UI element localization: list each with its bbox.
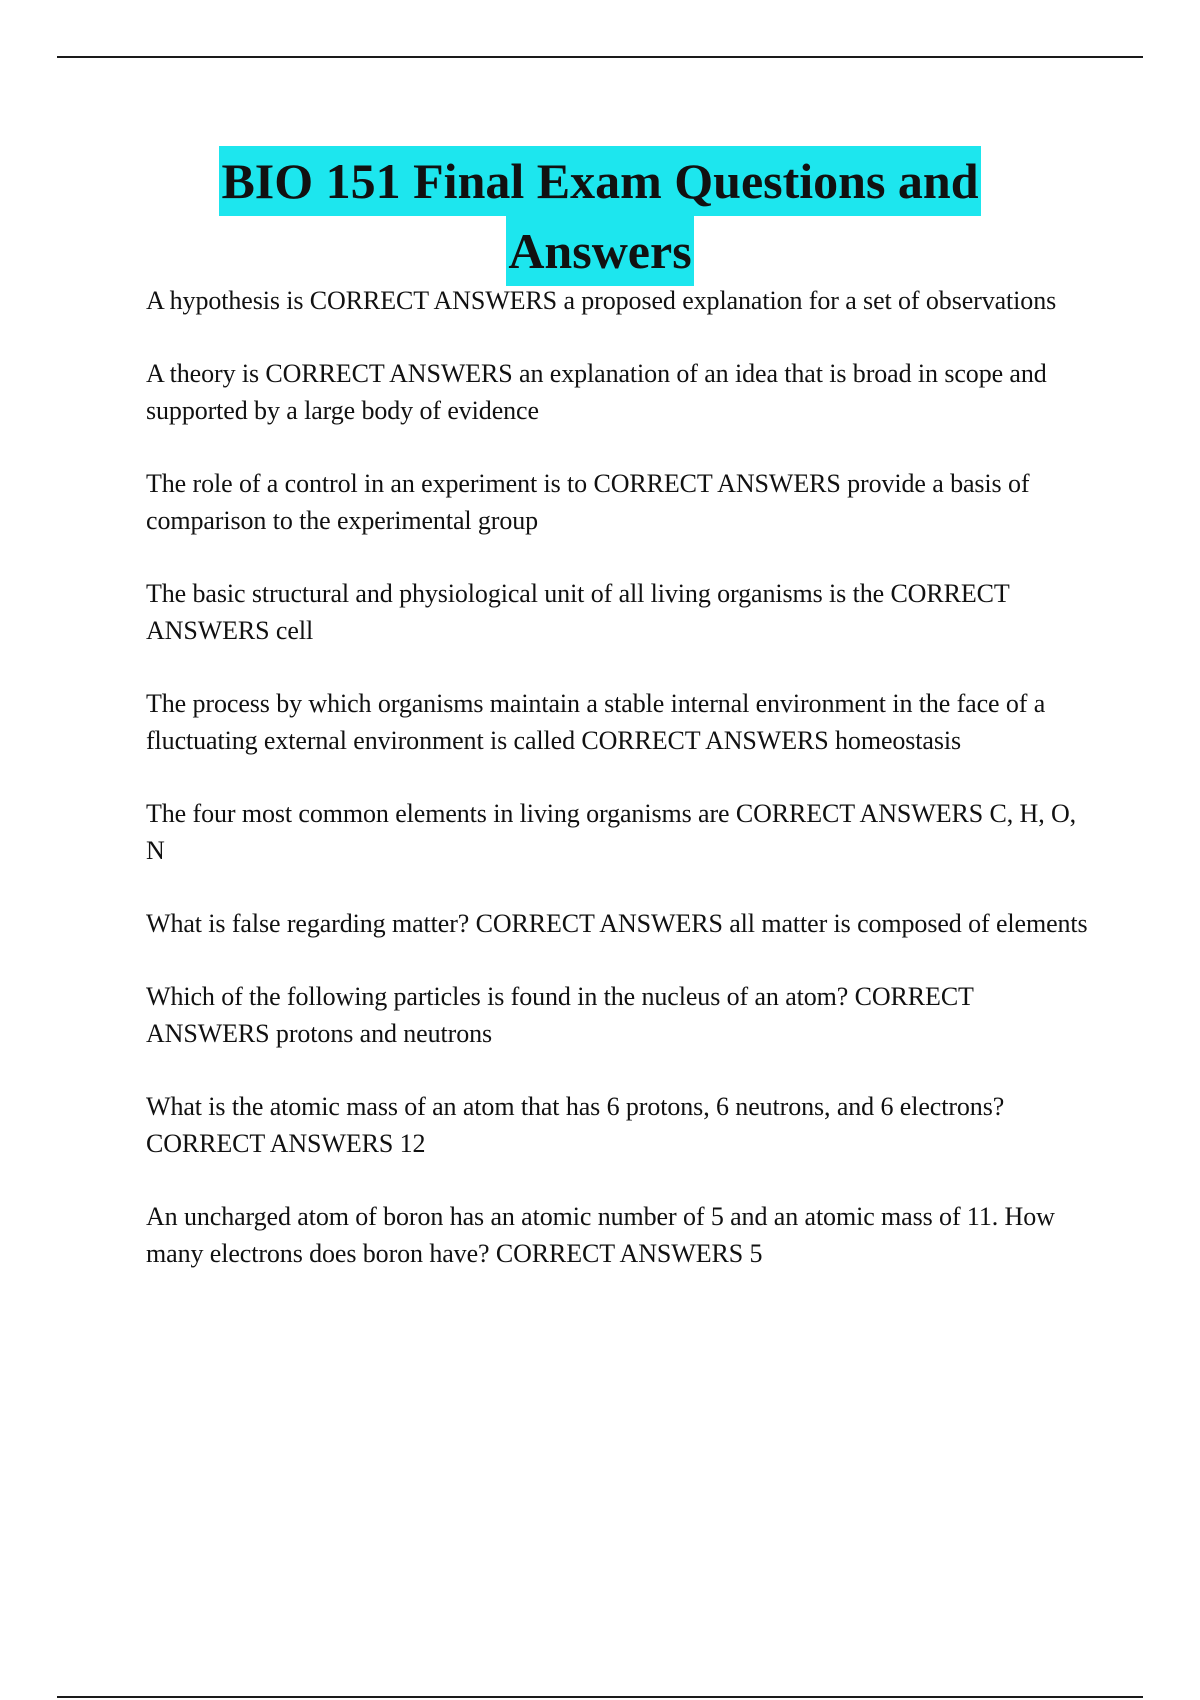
qa-list (146, 282, 1096, 1308)
qa-item: The process by which organisms maintain a stable internal environment in the face of a fluctuating external environment is called CORRECT ANSWERS homeostasis (146, 689, 1046, 755)
qa-item: A hypothesis is CORRECT ANSWERS a proposed explanation for a set of observations (146, 286, 1057, 315)
qa-item: What is false regarding matter? CORRECT ANSWERS all matter is composed of elements (146, 909, 1088, 938)
qa-item: The four most common elements in living organisms are CORRECT ANSWERS C, H, O, N (146, 799, 1077, 865)
document-title (0, 146, 1200, 286)
qa-item: A theory is CORRECT ANSWERS an explanation of an idea that is broad in scope and supported by a large body of evidence (146, 359, 1047, 425)
qa-item: What is the atomic mass of an atom that has 6 protons, 6 neutrons, and 6 electrons? CORRECT ANSWERS 12 (146, 1092, 1005, 1158)
qa-item: Which of the following particles is found in the nucleus of an atom? CORRECT ANSWERS protons and neutrons (146, 982, 974, 1048)
qa-item: The basic structural and physiological unit of all living organisms is the CORRECT ANSWERS cell (146, 579, 1010, 645)
top-rule (57, 56, 1143, 58)
qa-item: The role of a control in an experiment is to CORRECT ANSWERS provide a basis of comparison to the experimental group (146, 469, 1030, 535)
title-line-1: BIO 151 Final Exam Questions and (219, 146, 980, 216)
qa-item: An uncharged atom of boron has an atomic number of 5 and an atomic mass of 11. How many electrons does boron have? CORRECT ANSWERS 5 (146, 1202, 1055, 1268)
title-line-2: Answers (506, 216, 693, 286)
bottom-rule (57, 1696, 1143, 1698)
